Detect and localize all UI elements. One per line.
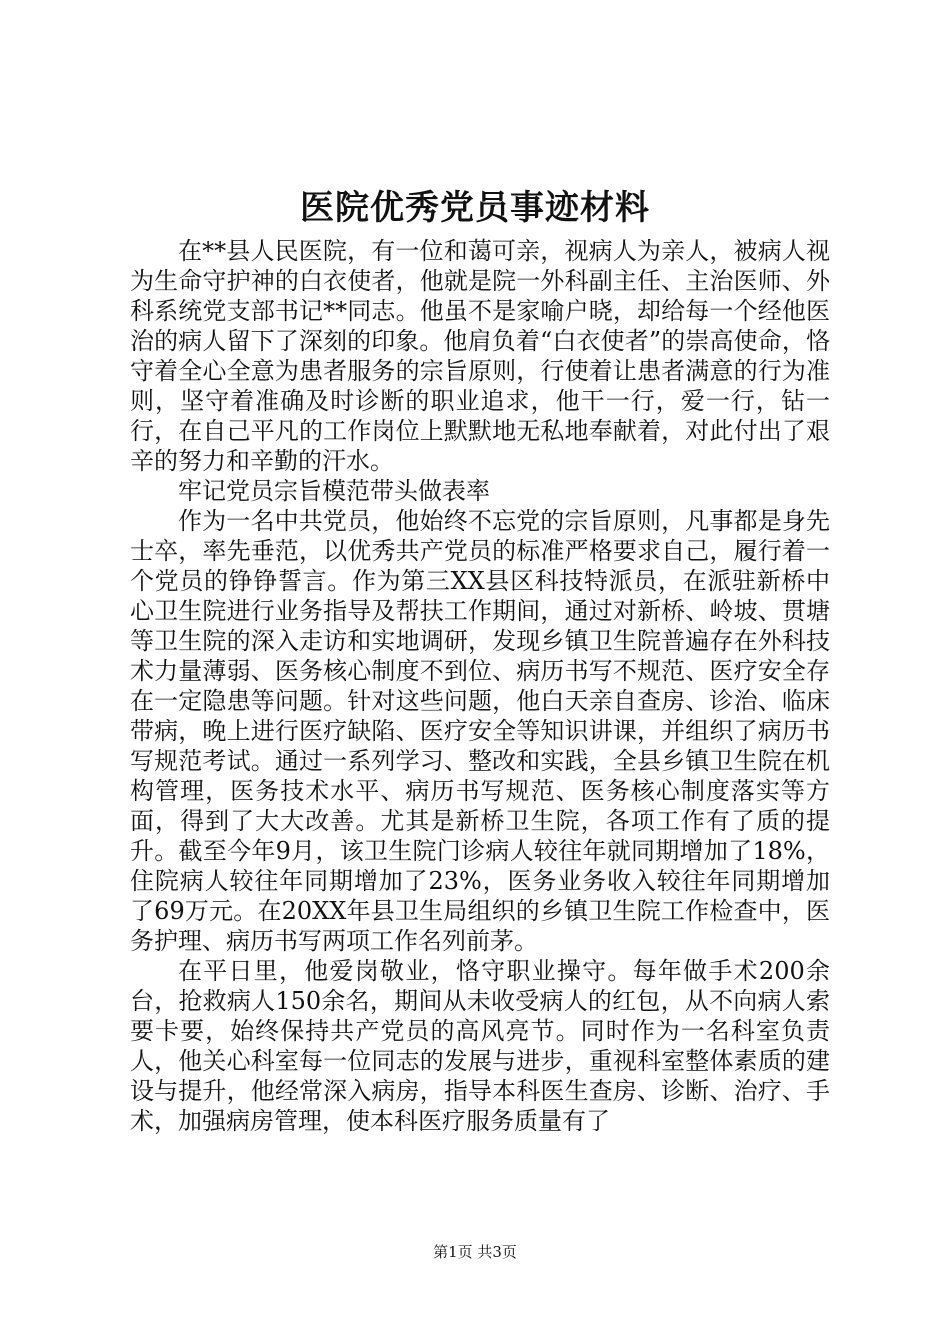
paragraph-party-member: 作为一名中共党员，他始终不忘党的宗旨原则，凡事都是身先士卒，率先垂范，以优秀共产党员的标准严格要求自己，履行着一个党员的铮铮誓言。作为第三XX县区科技特派员，在派驻新桥中心卫生院进行业务指导及帮扶工作期间，通过对新桥、岭坡、贯塘等卫生院的深入走访和实地调研，发现乡镇卫生院普遍存在外科技术力量薄弱、医务核心制度不到位、病历书写不规范、医疗安全存在一定隐患等问题。针对这些问题，他白天亲自查房、诊治、临床带病，晚上进行医疗缺陷、医疗安全等知识讲课，并组织了病历书写规范考试。通过一系列学习、整改和实践，全县乡镇卫生院在机构管理，医务技术水平、病历书写规范、医务核心制度落实等方面，得到了大大改善。尤其是新桥卫生院，各项工作有了质的提升。截至今年9月，该卫生院门诊病人较往年就同期增加了18%，住院病人较往年同期增加了23%，医务业务收入较往年同期增加了69万元。在20XX年县卫生局组织的乡镇卫生院工作检查中，医务护理、病历书写两项工作名列前茅。: [130, 507, 830, 955]
paragraph-intro: 在**县人民医院，有一位和蔼可亲，视病人为亲人，被病人视为生命守护神的白衣使者，他就是院一外科副主任、主治医师、外科系统党支部书记**同志。他虽不是家喻户晓，却给每一个经他医治的病人留下了深刻的印象。他肩负着“白衣使者”的崇高使命，恪守着全心全意为患者服务的宗旨原则，行使着让患者满意的行为准则，坚守着准确及时诊断的职业追求，他干一行，爱一行，钻一行，在自己平凡的工作岗位上默默地无私地奉献着，对此付出了艰辛的努力和辛勤的汗水。: [130, 237, 830, 475]
document-title: 医院优秀党员事迹材料: [300, 188, 650, 228]
section-heading: 牢记党员宗旨模范带头做表率: [178, 477, 490, 505]
paragraph-daily-work: 在平日里，他爱岗敬业，恪守职业操守。每年做手术200余台，抢救病人150余名，期间从未收受病人的红包，从不向病人索要卡要，始终保持共产党员的高风亮节。同时作为一名科室负责人，他关心科室每一位同志的发展与进步，重视科室整体素质的建设与提升，他经常深入病房，指导本科医生查房、诊断、治疗、手术，加强病房管理，使本科医疗服务质量有了: [130, 957, 830, 1135]
document-body: [130, 236, 830, 1136]
page-number-footer: 第1页 共3页: [433, 1243, 517, 1261]
